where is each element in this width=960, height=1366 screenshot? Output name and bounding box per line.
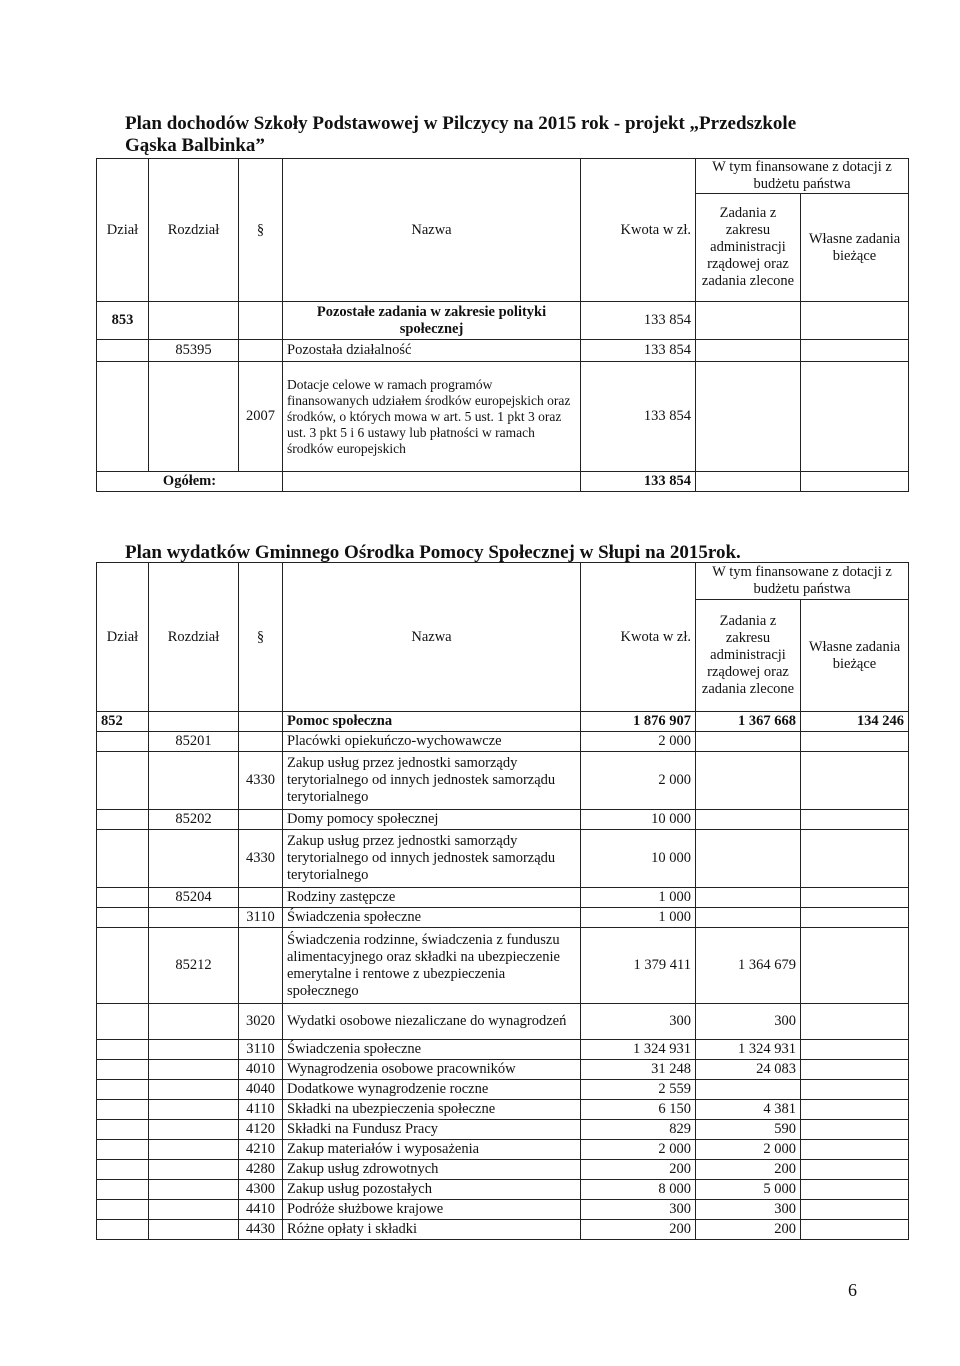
- income-header-w-tym: W tym finansowane z dotacji z budżetu państwa: [696, 159, 909, 194]
- table-row: [97, 362, 909, 472]
- cell-wlasne: [801, 928, 909, 1004]
- cell-wlasne: [801, 1120, 909, 1140]
- cell-kwota: 31 248: [581, 1060, 696, 1080]
- cell-rozdzial: [149, 1220, 239, 1240]
- cell-kwota: 10 000: [581, 830, 696, 888]
- cell-paragraf: 4040: [239, 1080, 283, 1100]
- cell-zlecone: 1 367 668: [696, 712, 801, 732]
- income-header-dzial: Dział: [97, 159, 149, 302]
- cell-nazwa: Składki na Fundusz Pracy: [283, 1120, 581, 1140]
- expenses-header-kwota: Kwota w zł.: [581, 563, 696, 712]
- cell-nazwa: Wynagrodzenia osobowe pracowników: [283, 1060, 581, 1080]
- cell-dzial: [97, 732, 149, 752]
- table-row: [97, 810, 909, 830]
- income-header-rozdzial: Rozdział: [149, 159, 239, 302]
- cell-rozdzial: [149, 1200, 239, 1220]
- cell-paragraf: [239, 302, 283, 340]
- cell-rozdzial: [149, 1004, 239, 1040]
- income-title-line2: Gąska Balbinka”: [125, 135, 265, 156]
- cell-nazwa: Pomoc społeczna: [283, 712, 581, 732]
- cell-kwota: 2 000: [581, 752, 696, 810]
- cell-kwota: 1 324 931: [581, 1040, 696, 1060]
- cell-rozdzial: 85395: [149, 340, 239, 362]
- cell-zlecone: [696, 908, 801, 928]
- table-row: [97, 830, 909, 888]
- cell-rozdzial: [149, 1180, 239, 1200]
- cell-rozdzial: [149, 1140, 239, 1160]
- cell-zlecone: 300: [696, 1004, 801, 1040]
- cell-dzial: [97, 1140, 149, 1160]
- cell-zlecone: 590: [696, 1120, 801, 1140]
- income-table: [96, 158, 909, 492]
- cell-zlecone: 2 000: [696, 1140, 801, 1160]
- cell-dzial: [97, 340, 149, 362]
- cell-dzial: [97, 830, 149, 888]
- cell-dzial: [97, 1120, 149, 1140]
- cell-dzial: [97, 928, 149, 1004]
- cell-zlecone: 1 364 679: [696, 928, 801, 1004]
- income-title-line1: Plan dochodów Szkoły Podstawowej w Pilczycy na 2015 rok - projekt „Przedszkole: [125, 113, 797, 134]
- cell-wlasne: 134 246: [801, 712, 909, 732]
- table-row: [97, 1220, 909, 1240]
- cell-kwota: 133 854: [581, 362, 696, 472]
- table-row: [97, 1080, 909, 1100]
- cell-kwota: 8 000: [581, 1180, 696, 1200]
- cell-zlecone: [696, 888, 801, 908]
- cell-rozdzial: 85202: [149, 810, 239, 830]
- cell-paragraf: [239, 928, 283, 1004]
- cell-dzial: [97, 752, 149, 810]
- cell-nazwa: Rodziny zastępcze: [283, 888, 581, 908]
- cell-zlecone: 300: [696, 1200, 801, 1220]
- income-total-value: 133 854: [581, 472, 696, 492]
- expenses-header-zlecone: Zadania z zakresu administracji rządowej oraz zadania zlecone: [696, 600, 801, 712]
- expenses-header-w-tym: W tym finansowane z dotacji z budżetu państwa: [696, 563, 909, 600]
- table-row: [97, 1100, 909, 1120]
- cell-paragraf: 3020: [239, 1004, 283, 1040]
- cell-dzial: 853: [97, 302, 149, 340]
- cell-nazwa: Świadczenia społeczne: [283, 908, 581, 928]
- cell-rozdzial: [149, 830, 239, 888]
- cell-rozdzial: 85212: [149, 928, 239, 1004]
- cell-paragraf: [239, 732, 283, 752]
- expenses-header-paragraf: §: [239, 563, 283, 712]
- cell-wlasne: [801, 1080, 909, 1100]
- cell-zlecone: 1 324 931: [696, 1040, 801, 1060]
- cell-wlasne: [801, 1180, 909, 1200]
- cell-nazwa: Pozostałe zadania w zakresie polityki społecznej: [283, 302, 581, 340]
- cell-paragraf: 4330: [239, 830, 283, 888]
- cell-wlasne: [801, 810, 909, 830]
- cell-nazwa: Świadczenia społeczne: [283, 1040, 581, 1060]
- cell-kwota: 200: [581, 1220, 696, 1240]
- cell-rozdzial: [149, 302, 239, 340]
- cell-rozdzial: [149, 1100, 239, 1120]
- cell-rozdzial: [149, 752, 239, 810]
- cell-nazwa: Pozostała działalność: [283, 340, 581, 362]
- cell-zlecone: [696, 1080, 801, 1100]
- cell-dzial: [97, 1200, 149, 1220]
- cell-paragraf: 4430: [239, 1220, 283, 1240]
- cell-dzial: [97, 1100, 149, 1120]
- cell-dzial: [97, 1040, 149, 1060]
- cell-paragraf: 3110: [239, 908, 283, 928]
- expenses-header-wlasne: Własne zadania bieżące: [801, 600, 909, 712]
- cell-nazwa: Podróże służbowe krajowe: [283, 1200, 581, 1220]
- table-row: [97, 732, 909, 752]
- cell-kwota: 300: [581, 1200, 696, 1220]
- cell-nazwa: Różne opłaty i składki: [283, 1220, 581, 1240]
- expenses-title: Plan wydatków Gminnego Ośrodka Pomocy Społecznej w Słupi na 2015rok.: [125, 542, 741, 563]
- cell-nazwa: Dotacje celowe w ramach programów finansowanych udziałem środków europejskich oraz środków, o których mowa w art. 5 ust. 1 pkt 3 oraz ust. 3 pkt 5 i 6 ustawy lub płatności w ramach środków europejskich: [283, 362, 581, 472]
- cell-paragraf: [239, 712, 283, 732]
- cell-wlasne: [801, 1200, 909, 1220]
- cell-wlasne: [801, 1004, 909, 1040]
- table-row: [97, 1120, 909, 1140]
- table-row: [97, 1200, 909, 1220]
- cell-wlasne: [801, 1100, 909, 1120]
- cell-nazwa: Zakup usług przez jednostki samorządy terytorialnego od innych jednostek samorządu terytorialnego: [283, 752, 581, 810]
- cell-paragraf: 4110: [239, 1100, 283, 1120]
- cell-zlecone: 5 000: [696, 1180, 801, 1200]
- cell-nazwa: Zakup usług zdrowotnych: [283, 1160, 581, 1180]
- cell-paragraf: 4330: [239, 752, 283, 810]
- cell-rozdzial: [149, 1060, 239, 1080]
- cell-wlasne: [801, 1140, 909, 1160]
- cell-dzial: [97, 1160, 149, 1180]
- table-row: [97, 1180, 909, 1200]
- cell-kwota: 1 000: [581, 888, 696, 908]
- income-total-label: Ogółem:: [97, 472, 283, 492]
- cell-wlasne: [801, 752, 909, 810]
- cell-nazwa: Placówki opiekuńczo-wychowawcze: [283, 732, 581, 752]
- cell-dzial: [97, 1060, 149, 1080]
- cell-wlasne: [801, 1220, 909, 1240]
- cell-dzial: [97, 908, 149, 928]
- cell-kwota: 2 000: [581, 1140, 696, 1160]
- table-row: [97, 1160, 909, 1180]
- cell-kwota: 2 559: [581, 1080, 696, 1100]
- table-row: [97, 888, 909, 908]
- cell-dzial: [97, 888, 149, 908]
- cell-dzial: [97, 1004, 149, 1040]
- cell-nazwa: Zakup materiałów i wyposażenia: [283, 1140, 581, 1160]
- cell-rozdzial: [149, 1040, 239, 1060]
- table-row: [97, 1040, 909, 1060]
- cell-zlecone: 200: [696, 1160, 801, 1180]
- cell-nazwa: Domy pomocy społecznej: [283, 810, 581, 830]
- cell-rozdzial: [149, 1080, 239, 1100]
- cell-dzial: [97, 810, 149, 830]
- cell-rozdzial: [149, 908, 239, 928]
- table-row: [97, 752, 909, 810]
- cell-nazwa: Dodatkowe wynagrodzenie roczne: [283, 1080, 581, 1100]
- expenses-table: [96, 562, 909, 1240]
- cell-kwota: 829: [581, 1120, 696, 1140]
- page-number: 6: [848, 1280, 857, 1300]
- cell-paragraf: 4120: [239, 1120, 283, 1140]
- table-row-total: [97, 472, 909, 492]
- cell-dzial: [97, 1080, 149, 1100]
- cell-zlecone: 200: [696, 1220, 801, 1240]
- income-header-paragraf: §: [239, 159, 283, 302]
- cell-nazwa: Wydatki osobowe niezaliczane do wynagrodzeń: [283, 1004, 581, 1040]
- cell-wlasne: [801, 1160, 909, 1180]
- cell-zlecone: [696, 810, 801, 830]
- cell-kwota: 133 854: [581, 302, 696, 340]
- expenses-header-nazwa: Nazwa: [283, 563, 581, 712]
- income-title: [125, 113, 796, 157]
- cell-rozdzial: 85201: [149, 732, 239, 752]
- cell-zlecone: [696, 752, 801, 810]
- table-row: [97, 1060, 909, 1080]
- cell-paragraf: 4410: [239, 1200, 283, 1220]
- cell-kwota: 1 379 411: [581, 928, 696, 1004]
- cell-dzial: [97, 1180, 149, 1200]
- cell-dzial: [97, 362, 149, 472]
- cell-nazwa: Zakup usług przez jednostki samorządy terytorialnego od innych jednostek samorządu terytorialnego: [283, 830, 581, 888]
- cell-kwota: 10 000: [581, 810, 696, 830]
- cell-kwota: 200: [581, 1160, 696, 1180]
- cell-nazwa: Zakup usług pozostałych: [283, 1180, 581, 1200]
- cell-paragraf: 3110: [239, 1040, 283, 1060]
- cell-paragraf: 2007: [239, 362, 283, 472]
- table-row: [97, 928, 909, 1004]
- cell-dzial: [97, 1220, 149, 1240]
- cell-wlasne: [801, 908, 909, 928]
- cell-paragraf: 4300: [239, 1180, 283, 1200]
- table-row: [97, 1140, 909, 1160]
- cell-paragraf: [239, 888, 283, 908]
- cell-zlecone: [696, 732, 801, 752]
- income-header-nazwa: Nazwa: [283, 159, 581, 302]
- cell-dzial: 852: [97, 712, 149, 732]
- cell-wlasne: [801, 1040, 909, 1060]
- cell-wlasne: [801, 1060, 909, 1080]
- cell-kwota: 300: [581, 1004, 696, 1040]
- cell-paragraf: [239, 340, 283, 362]
- table-row: [97, 1004, 909, 1040]
- cell-nazwa: Świadczenia rodzinne, świadczenia z funduszu alimentacyjnego oraz składki na ubezpieczenie emerytalne i rentowe z ubezpieczenia społecznego: [283, 928, 581, 1004]
- cell-zlecone: [696, 830, 801, 888]
- cell-paragraf: 4280: [239, 1160, 283, 1180]
- cell-kwota: 1 876 907: [581, 712, 696, 732]
- cell-rozdzial: [149, 1120, 239, 1140]
- cell-paragraf: 4210: [239, 1140, 283, 1160]
- cell-kwota: 6 150: [581, 1100, 696, 1120]
- income-header-kwota: Kwota w zł.: [581, 159, 696, 302]
- cell-paragraf: 4010: [239, 1060, 283, 1080]
- cell-wlasne: [801, 732, 909, 752]
- expenses-header-rozdzial: Rozdział: [149, 563, 239, 712]
- cell-zlecone: 24 083: [696, 1060, 801, 1080]
- cell-zlecone: 4 381: [696, 1100, 801, 1120]
- table-row: [97, 302, 909, 340]
- cell-rozdzial: [149, 712, 239, 732]
- cell-rozdzial: [149, 1160, 239, 1180]
- cell-kwota: 2 000: [581, 732, 696, 752]
- cell-kwota: 1 000: [581, 908, 696, 928]
- table-row: [97, 712, 909, 732]
- table-row: [97, 340, 909, 362]
- income-header-wlasne: Własne zadania bieżące: [801, 194, 909, 302]
- expenses-header-dzial: Dział: [97, 563, 149, 712]
- cell-paragraf: [239, 810, 283, 830]
- cell-wlasne: [801, 830, 909, 888]
- income-header-zlecone: Zadania z zakresu administracji rządowej oraz zadania zlecone: [696, 194, 801, 302]
- cell-rozdzial: 85204: [149, 888, 239, 908]
- cell-nazwa: Składki na ubezpieczenia społeczne: [283, 1100, 581, 1120]
- cell-kwota: 133 854: [581, 340, 696, 362]
- cell-wlasne: [801, 888, 909, 908]
- table-row: [97, 908, 909, 928]
- cell-rozdzial: [149, 362, 239, 472]
